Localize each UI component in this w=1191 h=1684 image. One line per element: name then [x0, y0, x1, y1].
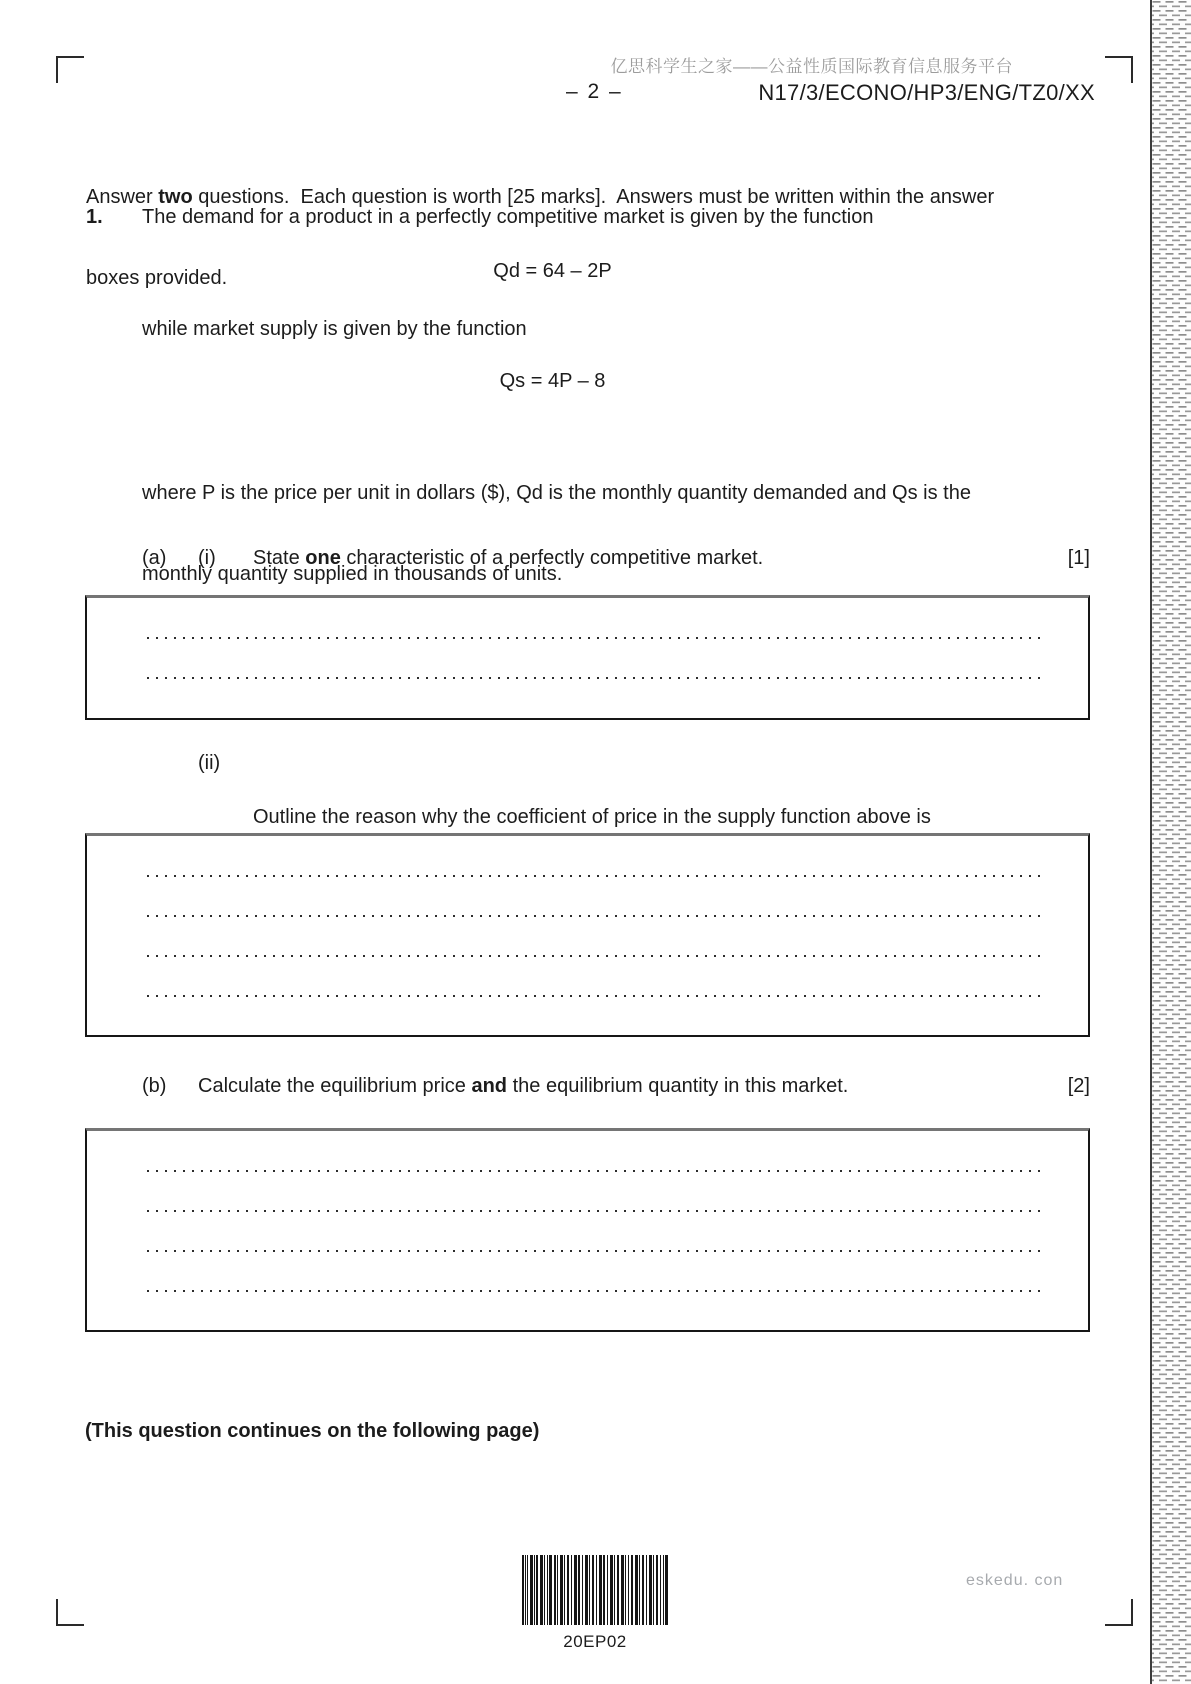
paper-code: N17/3/ECONO/HP3/ENG/TZ0/XX — [758, 80, 1095, 105]
answer-dotted-line — [147, 1210, 1044, 1212]
part-a-ii-text-line1: Outline the reason why the coefficient of price in the supply function above is — [253, 806, 931, 828]
question-1-intro-row — [86, 204, 873, 231]
supply-function-formula: Qs = 4P – 8 — [499, 370, 606, 392]
crop-mark-bottom-left — [56, 1599, 84, 1626]
answer-dotted-line — [147, 875, 1044, 877]
site-banner-chinese: 亿思科学生之家——公益性质国际教育信息服务平台 — [610, 57, 1013, 76]
answer-dotted-line — [147, 1170, 1044, 1172]
part-a-i-label: (i) — [198, 547, 216, 569]
answer-dotted-line — [147, 677, 1044, 679]
part-b-label: (b) — [142, 1075, 167, 1097]
barcode — [522, 1555, 668, 1652]
answer-dotted-line — [147, 1290, 1044, 1292]
answer-dotted-line — [147, 1250, 1044, 1252]
site-watermark: eskedu. con — [966, 1572, 1064, 1589]
supply-intro: while market supply is given by the function — [142, 318, 527, 340]
answer-dotted-line — [147, 637, 1044, 639]
crop-mark-top-right — [1105, 56, 1133, 83]
part-b-text: Calculate the equilibrium price and the equilibrium quantity in this market. — [198, 1075, 849, 1097]
crop-mark-bottom-right — [1105, 1599, 1133, 1626]
part-a-ii-label: (ii) — [198, 752, 221, 774]
definition-line2: monthly quantity supplied in thousands of units. — [142, 563, 563, 585]
part-a-i-text: State one characteristic of a perfectly competitive market. — [253, 547, 764, 569]
part-b-marks: [2] — [1067, 1075, 1090, 1097]
definition-line1: where P is the price per unit in dollars ($), Qd is the monthly quantity demanded and Qs is the — [142, 482, 971, 504]
crop-mark-top-left — [56, 56, 84, 83]
decorative-stripe-band — [1150, 0, 1191, 1684]
continuation-note: (This question continues on the following page) — [85, 1420, 540, 1442]
question-1-intro: The demand for a product in a perfectly competitive market is given by the function — [142, 206, 874, 228]
barcode-image — [522, 1555, 668, 1625]
part-a-label: (a) — [142, 547, 167, 569]
page-number: – 2 – — [566, 80, 623, 103]
part-a-i-row — [142, 545, 1090, 572]
part-b-row — [142, 1073, 1090, 1100]
instructions-line2: boxes provided. — [86, 267, 228, 289]
question-1-number: 1. — [86, 206, 103, 228]
answer-dotted-line — [147, 915, 1044, 917]
answer-box-b — [85, 1128, 1090, 1332]
answer-dotted-line — [147, 955, 1044, 957]
demand-function-formula: Qd = 64 – 2P — [493, 260, 612, 282]
barcode-label: 20EP02 — [563, 1632, 627, 1651]
answer-dotted-line — [147, 995, 1044, 997]
hatch-pattern — [1152, 0, 1191, 1684]
answer-box-a-i — [85, 595, 1090, 720]
part-a-i-marks: [1] — [1067, 547, 1090, 569]
answer-box-a-ii — [85, 833, 1090, 1037]
instructions-paragraph — [86, 130, 994, 346]
instructions-line1: Answer two questions. Each question is worth [25 marks]. Answers must be written within the answer — [86, 186, 995, 208]
